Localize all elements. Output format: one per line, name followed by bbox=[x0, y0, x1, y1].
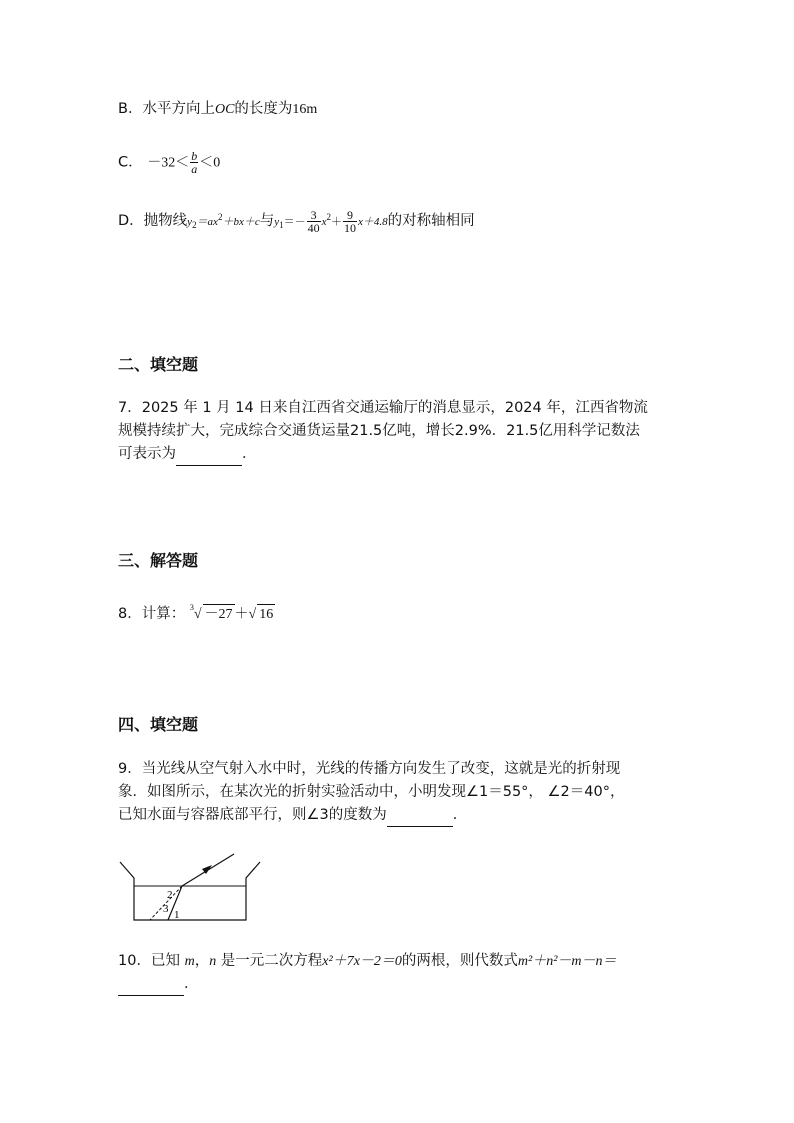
option-d-eq1a: ＝ax bbox=[196, 216, 218, 228]
option-b-var: OC bbox=[214, 102, 235, 117]
option-d-frac1 bbox=[307, 209, 321, 234]
answer-blank bbox=[387, 812, 453, 827]
q8-label: 8．计算： bbox=[118, 606, 186, 622]
q7-line3-end: ． bbox=[242, 446, 257, 462]
q7-line3 bbox=[118, 443, 678, 466]
q9-line3-end: ． bbox=[452, 807, 468, 823]
option-c-label: C． bbox=[118, 154, 143, 171]
option-d-y2-sub: 2 bbox=[192, 220, 197, 230]
q10-text-c: 的两根，则代数式 bbox=[401, 953, 518, 969]
container-outline bbox=[120, 862, 260, 920]
q10-comma: ， bbox=[194, 953, 210, 969]
root-index: 3 bbox=[189, 603, 194, 612]
square-root: √ 16 bbox=[249, 607, 276, 622]
option-d-text2: 的对称轴相同 bbox=[387, 213, 475, 229]
option-d-mid: 与 bbox=[259, 213, 275, 229]
q10-text-b: 是一元二次方程 bbox=[220, 953, 323, 969]
option-b bbox=[118, 99, 317, 120]
option-d-y1: y bbox=[274, 216, 280, 228]
option-d-eq1-sup: 2 bbox=[217, 212, 223, 222]
question-10 bbox=[118, 950, 678, 996]
option-d-frac2 bbox=[343, 209, 357, 234]
question-8 bbox=[118, 604, 275, 626]
option-d-eq2a: ＝－ bbox=[283, 216, 306, 228]
option-d-eq2-sup: 2 bbox=[326, 212, 331, 222]
option-c-right: ＜0 bbox=[199, 155, 221, 171]
radicand-2: 16 bbox=[257, 604, 275, 625]
option-d bbox=[118, 207, 475, 235]
q9-line3-text: 已知水面与容器底部平行，则∠3的度数为 bbox=[118, 807, 387, 823]
q9-line2: 象．如图所示，在某次光的折射实验活动中，小明发现∠1＝55°， ∠2＝40°， bbox=[118, 784, 625, 800]
cube-root: $^3$√ －27 bbox=[190, 607, 235, 622]
option-d-eq2c: ＋ bbox=[331, 216, 342, 228]
q10-equation: x²＋7x－2＝0 bbox=[322, 954, 402, 969]
q10-line2 bbox=[118, 973, 678, 996]
option-d-eq2d: x＋4.8 bbox=[358, 216, 388, 228]
option-c-fraction bbox=[190, 150, 198, 175]
option-c-left: －32＜ bbox=[147, 155, 190, 171]
q10-n: n bbox=[209, 954, 217, 969]
q10-line1 bbox=[118, 950, 678, 973]
frac1-den: 40 bbox=[307, 220, 320, 235]
angle-label-2: 2 bbox=[167, 889, 173, 901]
q10-m: m bbox=[184, 954, 195, 969]
question-7 bbox=[118, 397, 678, 466]
angle-label-3: 3 bbox=[163, 903, 169, 915]
option-d-eq2b: x bbox=[321, 216, 327, 228]
q10-expression: m²＋n²－m－n＝ bbox=[517, 954, 617, 969]
radicand-1: －27 bbox=[203, 604, 235, 625]
section-heading-solve: 三、解答题 bbox=[118, 551, 199, 570]
fraction-numerator: b bbox=[191, 149, 198, 163]
q9-line3 bbox=[118, 804, 678, 827]
option-b-text2: 的长度为 bbox=[234, 101, 293, 117]
q7-line2: 规模持续扩大，完成综合交通货运量21.5亿吨，增长2.9%．21.5亿用科学记数法 bbox=[118, 423, 640, 439]
option-d-eq1b: ＋bx＋c bbox=[222, 216, 260, 228]
answer-blank bbox=[118, 981, 184, 996]
answer-blank bbox=[176, 451, 242, 466]
option-b-text1: 水平方向上 bbox=[142, 101, 215, 117]
option-b-label: B． bbox=[118, 101, 143, 117]
question-9 bbox=[118, 758, 678, 827]
q7-line3-text: 可表示为 bbox=[118, 446, 176, 462]
q10-line2-end: ． bbox=[184, 976, 199, 992]
frac2-den: 10 bbox=[344, 220, 356, 235]
option-b-value: 16m bbox=[292, 102, 318, 117]
option-d-label: D． bbox=[118, 213, 144, 229]
angle-label-1: 1 bbox=[174, 909, 180, 921]
fraction-denominator: a bbox=[191, 162, 198, 176]
section-heading-fill-in: 二、填空题 bbox=[118, 355, 199, 374]
option-d-y2: y bbox=[187, 216, 193, 228]
option-d-text1: 抛物线 bbox=[143, 213, 188, 229]
q10-text-a: 10．已知 bbox=[118, 953, 180, 969]
section-heading-fill-in-2: 四、填空题 bbox=[118, 715, 199, 734]
frac2-num: 9 bbox=[343, 209, 357, 222]
frac1-num: 3 bbox=[307, 209, 321, 222]
option-d-y1-sub: 1 bbox=[279, 220, 284, 230]
q9-line1: 9．当光线从空气射入水中时，光线的传播方向发生了改变，这就是光的折射现 bbox=[118, 761, 621, 777]
option-c bbox=[118, 150, 220, 175]
q7-line1: 7．2025 年 1 月 14 日来自江西省交通运输厅的消息显示，2024 年，江西省物流 bbox=[118, 400, 648, 416]
refraction-diagram bbox=[116, 850, 276, 930]
q8-op: ＋ bbox=[234, 607, 249, 622]
